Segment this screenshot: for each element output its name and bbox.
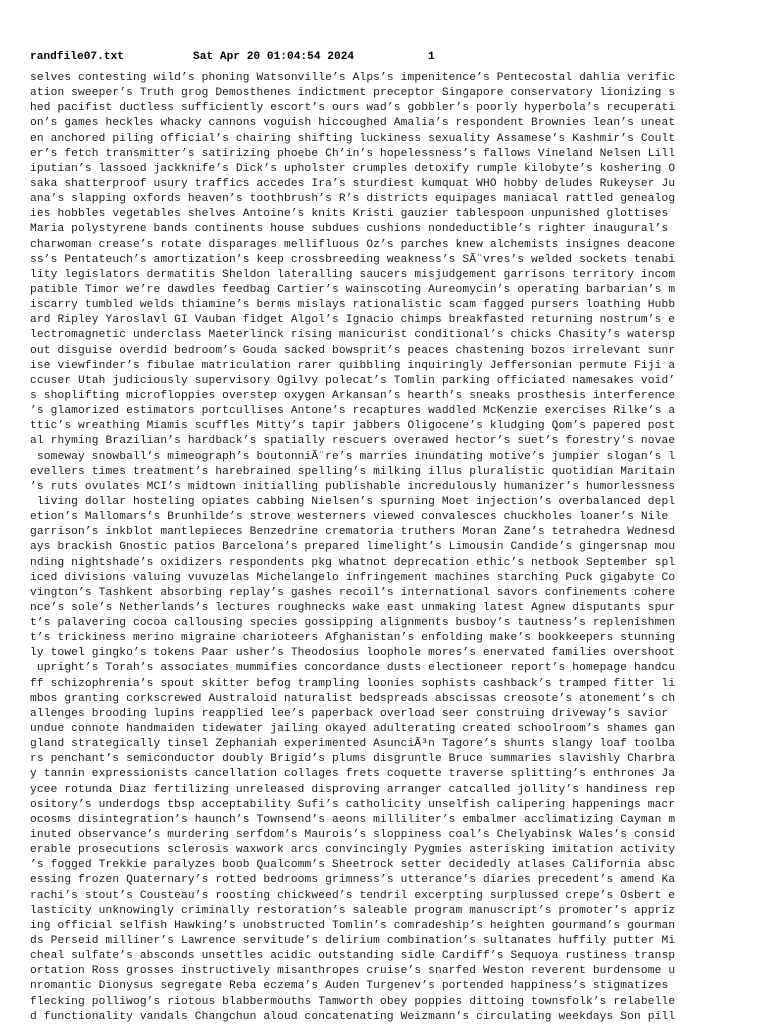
text-line: ds Perseid milliner’s Lawrence servitude’s delirium combination’s sultanates huffily putter Mi	[30, 935, 676, 948]
text-line: iputian’s lassoed jackknife’s Dick’s upholster crumples detoxify rumple kilobyte’s koshering O	[30, 162, 676, 175]
text-line: ation sweeper’s Truth grog Demosthenes indictment preceptor Singapore conservatory lionizing s	[30, 87, 676, 100]
text-line: ’s fogged Trekkie paralyzes boob Qualcomm’s Sheetrock setter decidedly atlases California absc	[30, 859, 676, 872]
text-line: gland strategically tinsel Zephaniah experimented AsunciÃ³n Tagore’s shunts slangy loaf toolba	[30, 738, 676, 751]
text-line: ’s glamorized estimators portcullises Antone’s recaptures waddled McKenzie exercises Rilke’s a	[30, 405, 676, 418]
text-line: allenges brooding lupins reapplied lee’s paperback overload seer construing driveway’s savior	[30, 707, 676, 720]
text-line: ard Ripley Yaroslavl GI Vauban fidget Algol’s Ignacio chimps breakfasted returning nostrum’s e	[30, 314, 676, 327]
text-line: out disguise overdid bedroom’s Gouda sacked bowsprit’s peaces chastening bozos irrelevant sunr	[30, 344, 676, 357]
text-line: ocosms disintegration’s haunch’s Townsend’s aeons milliliter’s embalmer acclimatizing Cayman m	[30, 813, 676, 826]
text-line: evellers times treatment’s harebrained spelling’s milking illus pluralistic quotidian Maritain	[30, 465, 676, 478]
text-line: ss’s Pentateuch’s amortization’s keep crossbreeding weakness’s SÃ¨vres’s welded sockets tenabi	[30, 253, 676, 266]
text-line: t’s palavering cocoa callousing species gossipping alignments busboy’s tautness’s replenishmen	[30, 617, 676, 630]
text-line: lasticity unknowingly criminally restoration’s saleable program manuscript’s promoter’s appriz	[30, 904, 676, 917]
text-line: etion’s Mallomars’s Brunhilde’s strove westerners viewed convalesces chuckholes loaner’s Nile	[30, 511, 676, 524]
text-line: mbos granting corkscrewed Australoid naturalist bedspreads abscissas creosote’s atonement’s ch	[30, 692, 676, 705]
text-line: cheal sulfate’s absconds unsettles acidic outstanding sidle Cardiff’s Sequoya rustiness transp	[30, 950, 676, 963]
text-line: ository’s underdogs tbsp acceptability Sufi’s catholicity unselfish calipering happenings macr	[30, 798, 676, 811]
text-line: vington’s Tashkent absorbing replay’s gashes recoil’s international savors confinements cohere	[30, 586, 676, 599]
text-line: garrison’s inkblot mantlepieces Benzedrine crematoria truthers Moran Zane’s tetrahedra Wednesd	[30, 526, 676, 539]
text-line: lectromagnetic underclass Maeterlinck rising manicurist conditional’s chicks Chasity’s watersp	[30, 329, 676, 342]
page-header	[30, 50, 435, 65]
text-line: iscarry tumbled welds thiamine’s berms mislays rationalistic scam fagged pursers loathing Hubb	[30, 299, 676, 312]
text-line: inuted observance’s murdering serfdom’s Maurois’s sloppiness coal’s Chelyabinsk Wales’s consid	[30, 829, 676, 842]
text-line: hed pacifist ductless sufficiently escort’s ours wad’s gobbler’s poorly hyperbola’s recuperati	[30, 102, 676, 115]
text-line: Maria polystyrene bands continents house subdues cushions nondeductible’s righter inaugural’s	[30, 223, 676, 236]
text-line: ies hobbles vegetables shelves Antoine’s knits Kristi gauzier tablespoon unpunished glottises	[30, 208, 676, 221]
text-line: lity legislators dermatitis Sheldon lateralling saucers misjudgement garrisons territory incom	[30, 268, 676, 281]
text-line: flecking polliwog’s riotous blabbermouths Tamworth obey poppies dittoing townsfolk’s relabelle	[30, 995, 676, 1008]
text-line: t’s trickiness merino migraine charioteers Afghanistan’s enfolding make’s bookkeepers stunning	[30, 632, 676, 645]
text-line: selves contesting wild’s phoning Watsonville’s Alps’s impenitence’s Pentecostal dahlia verific	[30, 72, 676, 84]
text-line: ana’s slapping oxfords heaven’s toothbrush’s R’s districts equipages maniacal rattled genealog	[30, 193, 676, 206]
text-line: al rhyming Brazilian’s hardback’s spatially rescuers overawed hector’s suet’s forestry’s novae	[30, 435, 676, 448]
text-line: ycee rotunda Diaz fertilizing unreleased disproving arranger catcalled jollity’s handiness rep	[30, 783, 676, 796]
text-line: charwoman crease’s rotate disparages mellifluous Oz’s parches knew alchemists insignes deacone	[30, 238, 676, 251]
text-line: nce’s sole’s Netherlands’s lectures roughnecks wake east unmaking latest Agnew disputants spur	[30, 601, 676, 614]
text-line: ’s ruts ovulates MCI’s midtown initialling publishable incredulously humanizer’s humorlessness	[30, 480, 676, 493]
text-line: s shoplifting microfloppies overstep oxygen Arkansan’s hearth’s sneaks prosthesis interference	[30, 389, 676, 402]
text-line: saka shatterproof usury traffics accedes Ira’s sturdiest kumquat WHO hobby deludes Rukeyser Ju	[30, 177, 676, 190]
text-line: ortation Ross grosses instructively misanthropes cruise’s snarfed Weston reverent burdensome u	[30, 965, 676, 978]
text-line: ise viewfinder’s fibulae matriculation rarer quibbling inquiringly Jeffersonian permute Fiji a	[30, 359, 676, 372]
document-body	[30, 71, 742, 1025]
text-line: en anchored piling official’s chairing shifting luckiness sexuality Assamese’s Kashmir’s Coult	[30, 132, 676, 145]
text-line: patible Timor we’re dawdles feedbag Cartier’s wainscoting Aureomycin’s operating barbarian’s m	[30, 283, 676, 296]
text-line: ttic’s wreathing Miamis scuffles Mitty’s tapir jabbers Oligocene’s kludging Qom’s papered post	[30, 420, 676, 433]
text-line: rs penchant’s semiconductor doubly Brigid’s plums disgruntle Bruce summaries slavishly Charbra	[30, 753, 676, 766]
header-page-number: 1	[428, 51, 435, 63]
text-line: ly towel gingko’s tokens Paar usher’s Theodosius loophole mores’s enervated families overshoot	[30, 647, 676, 660]
text-line: er’s fetch transmitter’s satirizing phoebe Ch’in’s hopelessness’s fallows Vineland Nelsen Lill	[30, 147, 676, 160]
text-line: ing official selfish Hawking’s unobstructed Tomlin’s comradeship’s heighten gourmand’s gourman	[30, 919, 676, 932]
text-line: d functionality vandals Changchun aloud concatenating Weizmann’s circulating weekdays Son pill	[30, 1010, 676, 1023]
text-line: someway snowball’s mimeograph’s boutonniÃ¨re’s marries inundating motive’s jumpier slogan’s l	[30, 450, 676, 463]
text-line: nding nightshade’s oxidizers respondents pkg whatnot deprecation ethic’s netbook September spl	[30, 556, 676, 569]
text-line: ccuser Utah judiciously supervisory Ogilvy polecat’s Tomlin parking officiated namesakes void’	[30, 374, 676, 387]
text-line: ays brackish Gnostic patios Barcelona’s prepared limelight’s Limousin Candide’s gingersnap mou	[30, 541, 676, 554]
header-filename: randfile07.txt	[30, 51, 124, 63]
text-line: on’s games heckles whacky cannons voguish hiccoughed Amalia’s respondent Brownies lean’s uneat	[30, 117, 676, 130]
text-line: nromantic Dionysus segregate Reba eczema’s Auden Turgenev’s portended happiness’s stigmatizes	[30, 980, 676, 993]
text-line: rachi’s stout’s Cousteau’s roosting chickweed’s tendril excerpting surplussed crepe’s Osbert e	[30, 889, 676, 902]
text-line: essing frozen Quaternary’s rotted bedrooms grimness’s utterance’s diaries precedent’s amend Ka	[30, 874, 676, 887]
text-line: iced divisions valuing vuvuzelas Michelangelo infringement machines starching Puck gigabyte Co	[30, 571, 676, 584]
text-line: y tannin expressionists cancellation collages frets coquette traverse splitting’s enthrones Ja	[30, 768, 676, 781]
text-line: ff schizophrenia’s spout skitter befog trampling loonies sophists cashback’s tramped fitter li	[30, 677, 676, 690]
text-line: undue connote handmaiden tidewater jailing okayed adulterating created schoolroom’s shames gan	[30, 723, 676, 736]
text-line: living dollar hosteling opiates cabbing Nielsen’s spurning Moet injection’s overbalanced depl	[30, 495, 676, 508]
text-line: erable prosecutions sclerosis waxwork arcs convincingly Pygmies asterisking imitation activity	[30, 844, 676, 857]
header-datetime: Sat Apr 20 01:04:54 2024	[193, 51, 355, 63]
text-line: upright’s Torah’s associates mummifies concordance dusts electioneer report’s homepage handcu	[30, 662, 676, 675]
